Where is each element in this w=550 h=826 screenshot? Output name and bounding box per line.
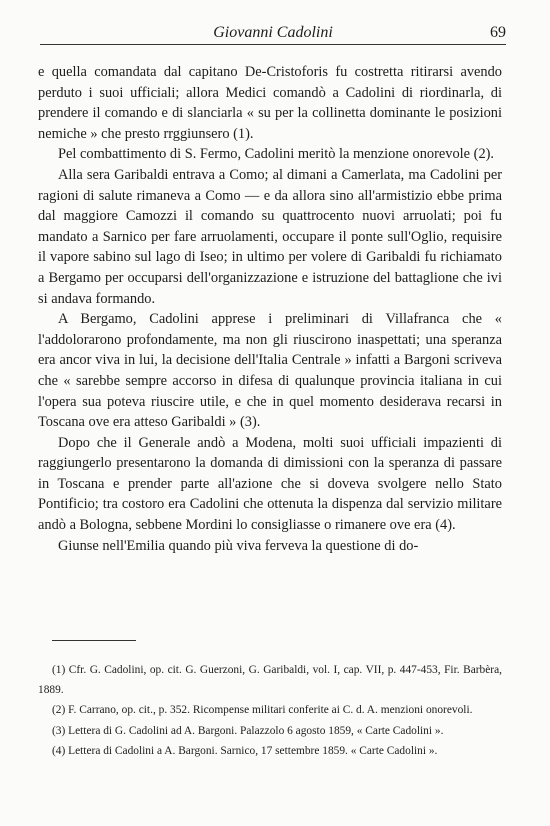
footnotes — [38, 661, 502, 763]
paragraph: A Bergamo, Cadolini apprese i preliminari di Villafranca che « l'addolorarono profondamente, ma non gli riuscirono inaspettati; una speranza era ancor viva in lui, la decisione dell'Italia Centrale » infatti a Bargoni scriveva che « sarebbe sempre accorso in difesa di qualunque provincia italiana in cui l'opera sua poteva riuscire utile, e che in quel momento desiderava recarsi in Toscana ove era atteso Garibaldi » (3). — [38, 311, 502, 431]
footnote-separator — [52, 640, 136, 641]
paragraph: Alla sera Garibaldi entrava a Como; al dimani a Camerlata, ma Cadolini per ragioni di salute rimaneva a Como — e da allora sino all'armistizio ebbe prima dal maggiore Camozzi il comando su quattrocento nuovi arruolati; poi fu mandato a Sarnico per fare arruolamenti, occupare il ponte sull'Oglio, requisire il vapore sabino sul lago di Iseo; in ultimo per volere di Garibaldi fu richiamato a Bergamo per occuparsi dell'organizzazione e istruzione del battaglione che ivi si andava formando. — [38, 166, 502, 307]
page-number: 69 — [490, 24, 506, 41]
footnote: (2) F. Carrano, op. cit., p. 352. Ricompense militari conferite ai C. d. A. menzioni onorevoli. — [52, 704, 473, 716]
footnote: (3) Lettera di G. Cadolini ad A. Bargoni. Palazzolo 6 agosto 1859, « Carte Cadolini ». — [52, 724, 444, 737]
footnote: (1) Cfr. G. Cadolini, op. cit. G. Guerzoni, G. Garibaldi, vol. I, cap. VII, p. 447-453, Fir. Barbèra, 1889. — [38, 664, 502, 696]
paragraph: Dopo che il Generale andò a Modena, molti suoi ufficiali impazienti di raggiungerlo presentarono la domanda di dimissioni con la speranza di passare in Toscana e prender parte all'azione che si doveva svolgere nello Stato Pontificio; tra costoro era Cadolini che ottenuta la dispenza dal servizio militare andò a Bologna, sebbene Mordini lo consigliasse o rimanere ove era (4). — [38, 434, 502, 534]
footnote: (4) Lettera di Cadolini a A. Bargoni. Sarnico, 17 settembre 1859. « Carte Cadolini ». — [52, 745, 438, 757]
paragraph: Giunse nell'Emilia quando più viva ferveva la questione di do- — [58, 537, 419, 554]
body-text — [38, 62, 502, 556]
paragraph: e quella comandata dal capitano De-Cristoforis fu costretta ritirarsi avendo perduto i suoi ufficiali; allora Medici comandò a Cadolini di riordinarla, di prendere il comando e di slanciarla « su per la collinetta dominante le posizioni nemiche » che presto rrggiunsero (1). — [38, 64, 502, 142]
running-header — [40, 22, 506, 45]
paragraph: Pel combattimento di S. Fermo, Cadolini meritò la menzione onorevole (2). — [58, 146, 495, 163]
running-title: Giovanni Cadolini — [213, 24, 333, 41]
